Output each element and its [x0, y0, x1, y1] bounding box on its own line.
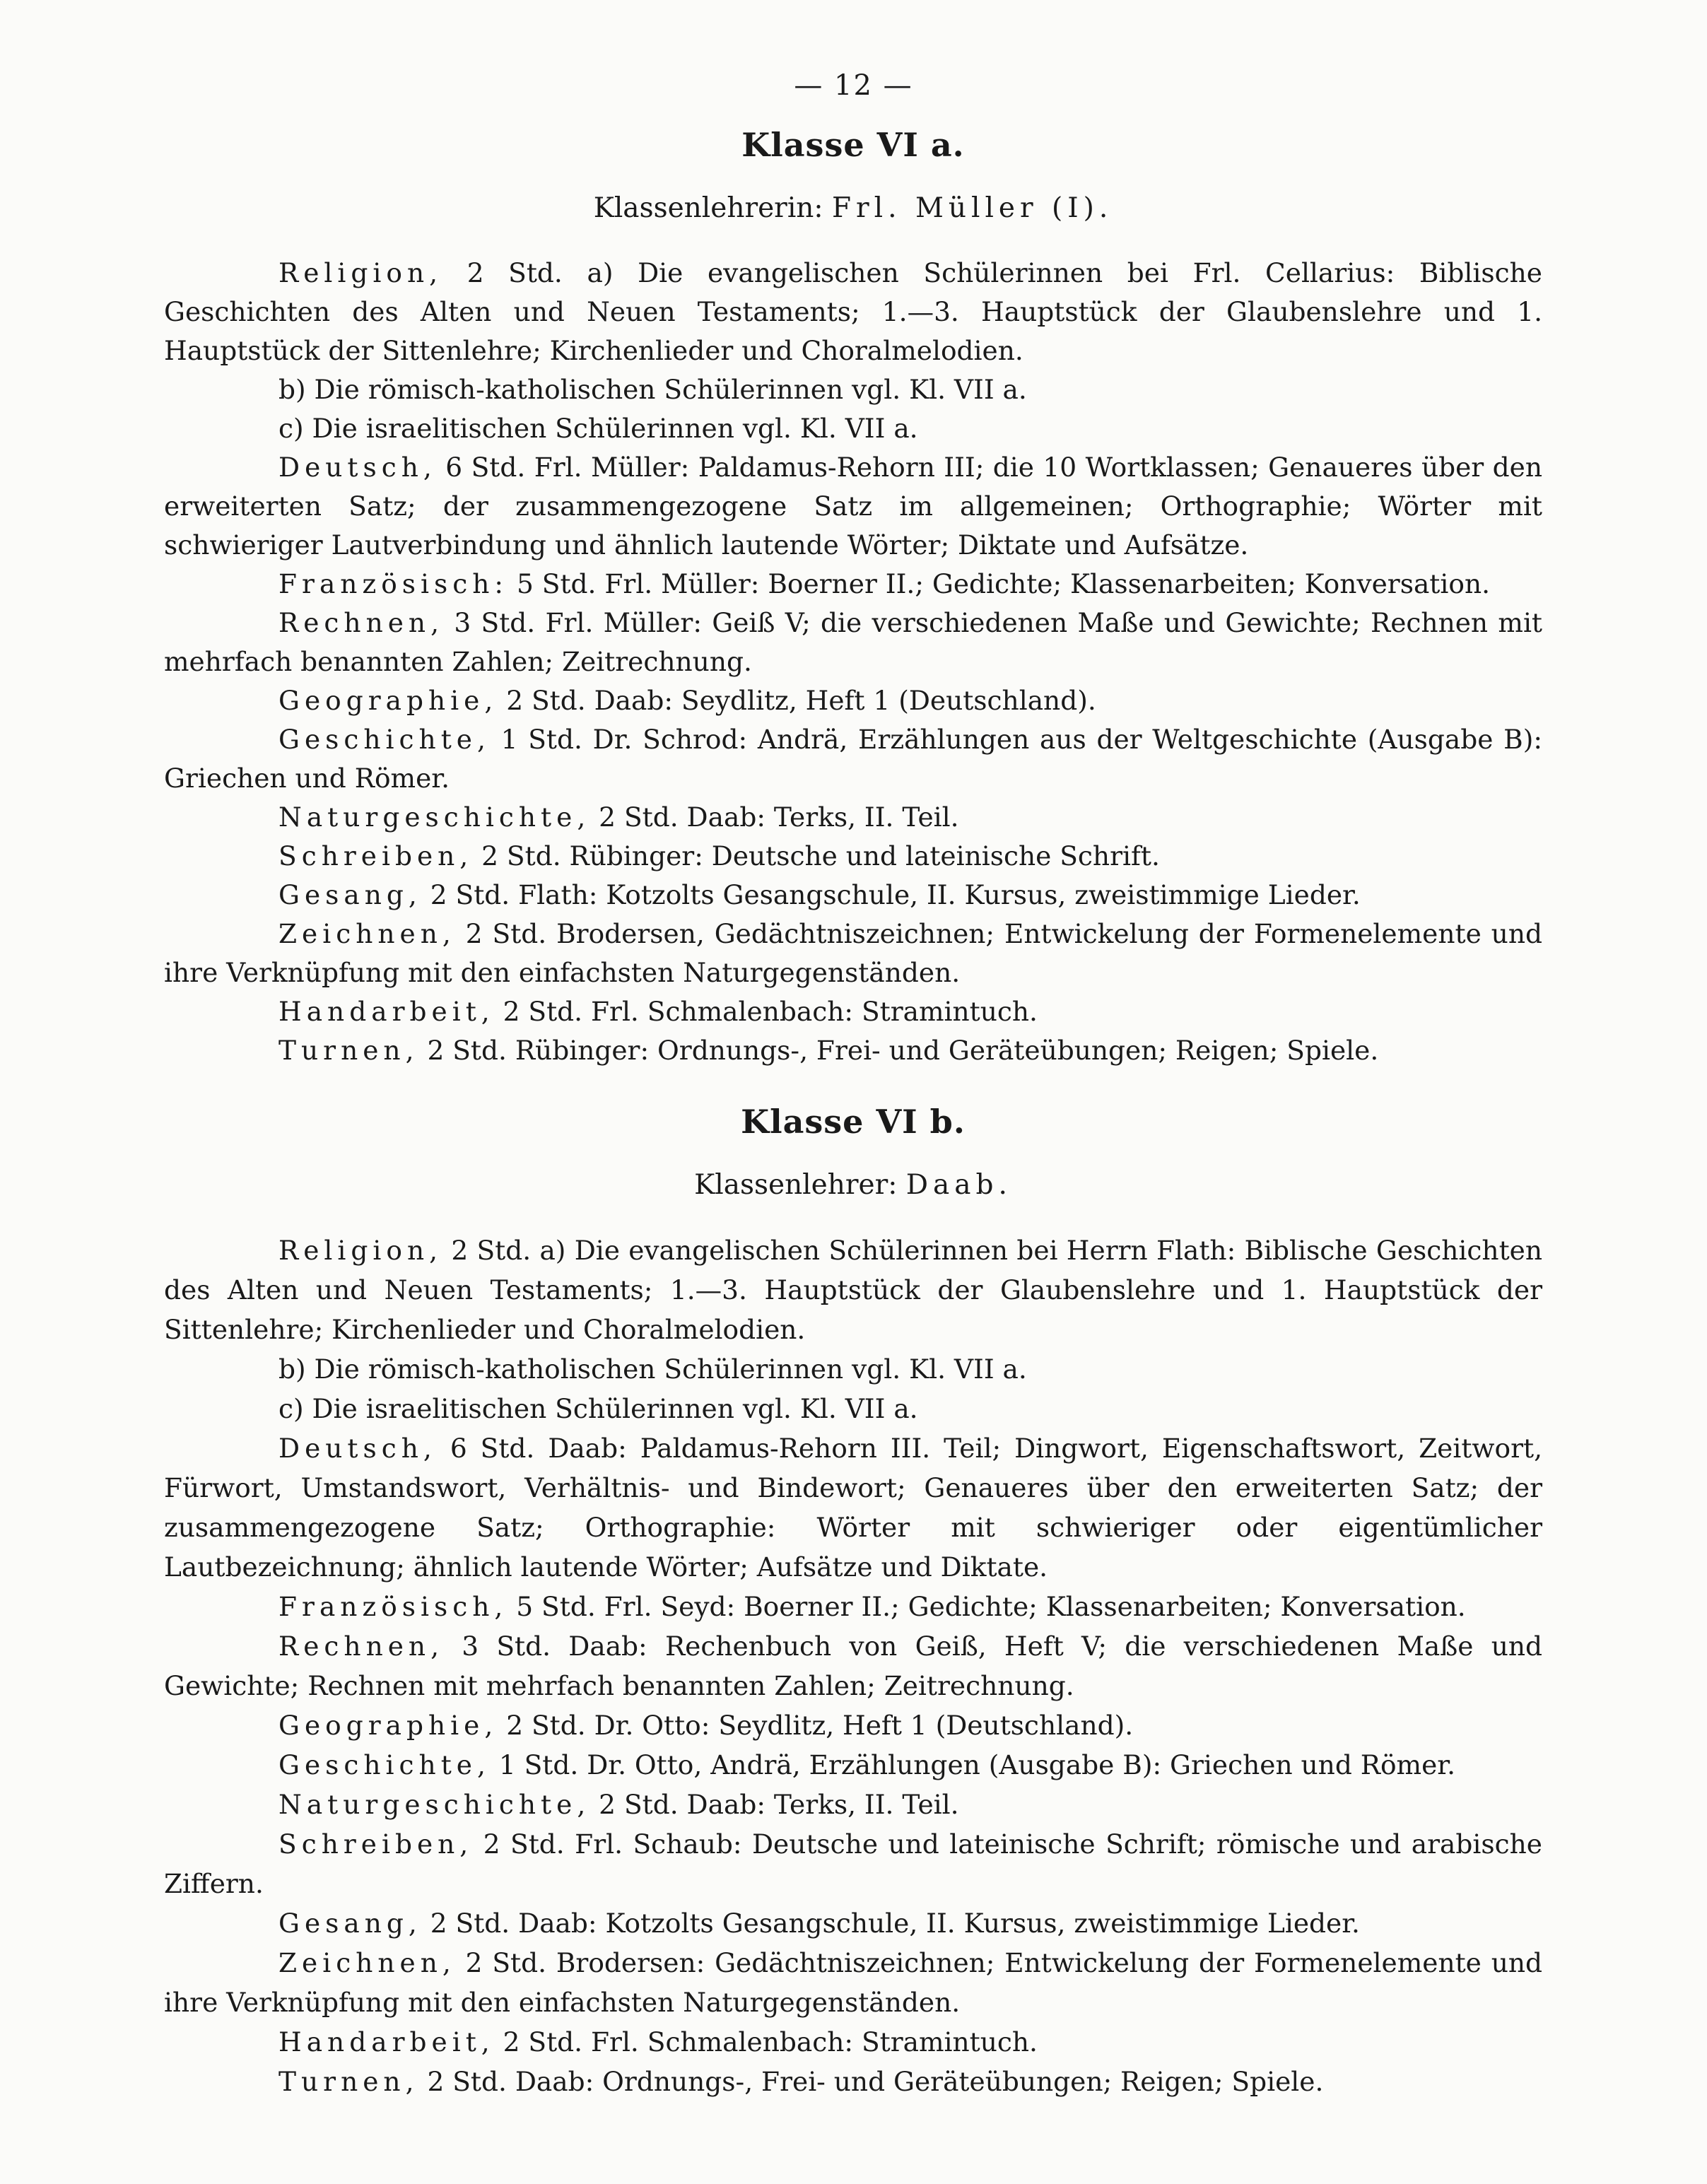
subject-text: 2 Std. Daab: Kotzolts Gesangschule, II. Kursus, zweistimmige Lieder. [430, 1908, 1360, 1939]
subject-name: Handarbeit, [278, 2026, 495, 2057]
class-section-vi-b [164, 1103, 1542, 2101]
subject-entry-turnen [164, 1031, 1542, 1070]
subject-text: 2 Std. Daab: Seydlitz, Heft 1 (Deutschland). [506, 685, 1096, 716]
subject-name: Naturgeschichte, [278, 802, 591, 833]
subject-entry-religion-catholic [164, 370, 1542, 409]
subject-text: 1 Std. Dr. Schrod: Andrä, Erzählungen aus der Weltgeschichte (Ausgabe B): Griechen und Römer. [164, 724, 1542, 794]
subject-entry-gesang [164, 1903, 1542, 1943]
subject-text: 2 Std. Rübinger: Deutsche und lateinische Schrift. [481, 840, 1160, 871]
subject-name: Gesang, [278, 1908, 422, 1939]
subject-entry-religion-israelite [164, 1389, 1542, 1428]
subject-entry-naturgeschichte [164, 798, 1542, 837]
subject-name: Deutsch, [278, 1433, 437, 1464]
subject-name: Turnen, [278, 1035, 419, 1066]
teacher-label: Klassenlehrerin: [593, 192, 823, 224]
subject-name: Religion, [278, 1235, 443, 1266]
subject-text: 2 Std. Rübinger: Ordnungs-, Frei- und Geräteübungen; Reigen; Spiele. [427, 1035, 1379, 1066]
subject-name: Turnen, [278, 2066, 419, 2097]
subject-entry-geschichte [164, 720, 1542, 798]
teacher-label: Klassenlehrer: [694, 1169, 898, 1201]
subject-text: b) Die römisch-katholischen Schülerinnen vgl. Kl. VII a. [278, 1354, 1027, 1385]
subject-name: Naturgeschichte, [278, 1789, 591, 1820]
subject-name: Zeichnen, [278, 918, 456, 949]
subject-name: Gesang, [278, 879, 422, 910]
subject-text: 3 Std. Frl. Müller: Geiß V; die verschiedenen Maße und Gewichte; Rechnen mit mehrfach benannten Zahlen; Zeitrechnung. [164, 607, 1543, 677]
class-heading: Klasse VI a. [741, 126, 965, 164]
subject-name: Zeichnen, [278, 1947, 456, 1978]
teacher-name: Frl. Müller (I). [831, 192, 1113, 224]
subject-name: Geschichte, [278, 1749, 491, 1780]
subject-name: Geographie, [278, 685, 498, 716]
subject-text: 1 Std. Dr. Otto, Andrä, Erzählungen (Ausgabe B): Griechen und Römer. [498, 1749, 1456, 1780]
subject-entry-rechnen [164, 1626, 1542, 1705]
subject-text: 6 Std. Frl. Müller: Paldamus-Rehorn III; die 10 Wortklassen; Genaueres über den erweiterten Satz; der zusammengezogene Satz im allgemeinen; Orthographie; Wörter mit schwieriger Lautverbindung und ähnlich lautende Wörter; Diktate und Aufsätze. [164, 452, 1543, 560]
subject-entry-religion [164, 254, 1542, 370]
subject-entry-geschichte [164, 1745, 1542, 1785]
subject-entry-turnen [164, 2062, 1542, 2101]
subject-text: 2 Std. Brodersen, Gedächtniszeichnen; Entwickelung der Formenelemente und ihre Verknüpfung mit den einfachsten Naturgegenständen. [164, 918, 1542, 988]
subject-entry-schreiben [164, 1824, 1542, 1903]
subject-text: 2 Std. Flath: Kotzolts Gesangschule, II. Kursus, zweistimmige Lieder. [430, 879, 1361, 910]
subject-entry-zeichnen [164, 1943, 1542, 2022]
subject-entry-religion-catholic [164, 1349, 1542, 1389]
subject-entry-handarbeit [164, 2022, 1542, 2062]
class-heading: Klasse VI b. [741, 1103, 966, 1141]
subject-entry-deutsch [164, 1428, 1542, 1587]
class-teacher-line [164, 192, 1542, 224]
subject-name: Deutsch, [278, 452, 437, 483]
subject-name: Französisch, [278, 1591, 508, 1622]
teacher-name: Daab. [905, 1169, 1012, 1201]
subject-text: 2 Std. Frl. Schmalenbach: Stramintuch. [503, 2026, 1038, 2057]
subject-text: c) Die israelitischen Schülerinnen vgl. Kl. VII a. [278, 1393, 918, 1424]
subject-name: Geschichte, [278, 724, 491, 755]
subject-text: 2 Std. Brodersen: Gedächtniszeichnen; Entwickelung der Formenelemente und ihre Verknüpfung mit den einfachsten Naturgegenständen. [164, 1947, 1543, 2018]
subject-entry-religion-israelite [164, 409, 1542, 448]
subject-name: Schreiben, [278, 1828, 474, 1860]
subject-name: Schreiben, [278, 840, 474, 871]
subject-name: Religion, [278, 257, 443, 288]
page-number: — 12 — [794, 69, 913, 102]
subject-entry-geographie [164, 681, 1542, 720]
subject-entry-deutsch [164, 448, 1542, 565]
subject-text: b) Die römisch-katholischen Schülerinnen vgl. Kl. VII a. [278, 374, 1027, 405]
subject-entry-gesang [164, 876, 1542, 915]
subject-entry-religion [164, 1231, 1542, 1349]
subject-name: Handarbeit, [278, 996, 495, 1027]
subject-text: 2 Std. Daab: Ordnungs-, Frei- und Geräteübungen; Reigen; Spiele. [427, 2066, 1324, 2097]
subject-text: 2 Std. a) Die evangelischen Schülerinnen bei Herrn Flath: Biblische Geschichten des Alten und Neuen Testaments; 1.—3. Hauptstück der Glaubenslehre und 1. Hauptstück der Sittenlehre; Kirchenlieder und Choralmelodien. [164, 1235, 1542, 1345]
subject-text: 5 Std. Frl. Müller: Boerner II.; Gedichte; Klassenarbeiten; Konversation. [516, 568, 1491, 599]
subject-name: Französisch: [278, 568, 509, 599]
subject-text: 2 Std. a) Die evangelischen Schülerinnen bei Frl. Cellarius: Biblische Geschichten des Alten und Neuen Testaments; 1.—3. Hauptstück der Glaubenslehre und 1. Hauptstück der Sittenlehre; Kirchenlieder und Choralmelodien. [164, 257, 1542, 366]
subject-entry-franzoesisch [164, 565, 1542, 604]
subject-text: 3 Std. Daab: Rechenbuch von Geiß, Heft V; die verschiedenen Maße und Gewichte; Rechnen mit mehrfach benannten Zahlen; Zeitrechnung. [164, 1631, 1542, 1701]
subject-entry-rechnen [164, 604, 1542, 681]
subject-text: 2 Std. Frl. Schaub: Deutsche und lateinische Schrift; römische und arabische Ziffern. [164, 1828, 1542, 1899]
subject-entry-handarbeit [164, 992, 1542, 1031]
subject-name: Rechnen, [278, 607, 444, 638]
subject-entry-zeichnen [164, 915, 1542, 992]
subject-entry-naturgeschichte [164, 1785, 1542, 1824]
subject-text: 2 Std. Frl. Schmalenbach: Stramintuch. [503, 996, 1038, 1027]
subject-name: Geographie, [278, 1710, 498, 1741]
subject-text: 2 Std. Dr. Otto: Seydlitz, Heft 1 (Deutschland). [506, 1710, 1134, 1741]
class-teacher-line [164, 1169, 1542, 1201]
subject-text: 2 Std. Daab: Terks, II. Teil. [599, 1789, 959, 1820]
subject-text: c) Die israelitischen Schülerinnen vgl. Kl. VII a. [278, 413, 918, 444]
subject-entry-schreiben [164, 837, 1542, 876]
class-section-vi-a [164, 126, 1542, 1070]
subject-text: 6 Std. Daab: Paldamus-Rehorn III. Teil; Dingwort, Eigenschaftswort, Zeitwort, Fürwort, Umstandswort, Verhältnis- und Bindewort; Genaueres über den erweiterten Satz; der zusammengezogene Satz; Orthographie: Wörter mit schwieriger oder eigentümlicher Lautbezeichnung; ähnlich lautende Wörter; Aufsätze und Diktate. [164, 1433, 1543, 1583]
subject-name: Rechnen, [278, 1631, 444, 1662]
subject-entry-franzoesisch [164, 1587, 1542, 1626]
subject-text: 5 Std. Frl. Seyd: Boerner II.; Gedichte; Klassenarbeiten; Konversation. [516, 1591, 1466, 1622]
subject-text: 2 Std. Daab: Terks, II. Teil. [599, 802, 959, 833]
subject-entry-geographie [164, 1705, 1542, 1745]
